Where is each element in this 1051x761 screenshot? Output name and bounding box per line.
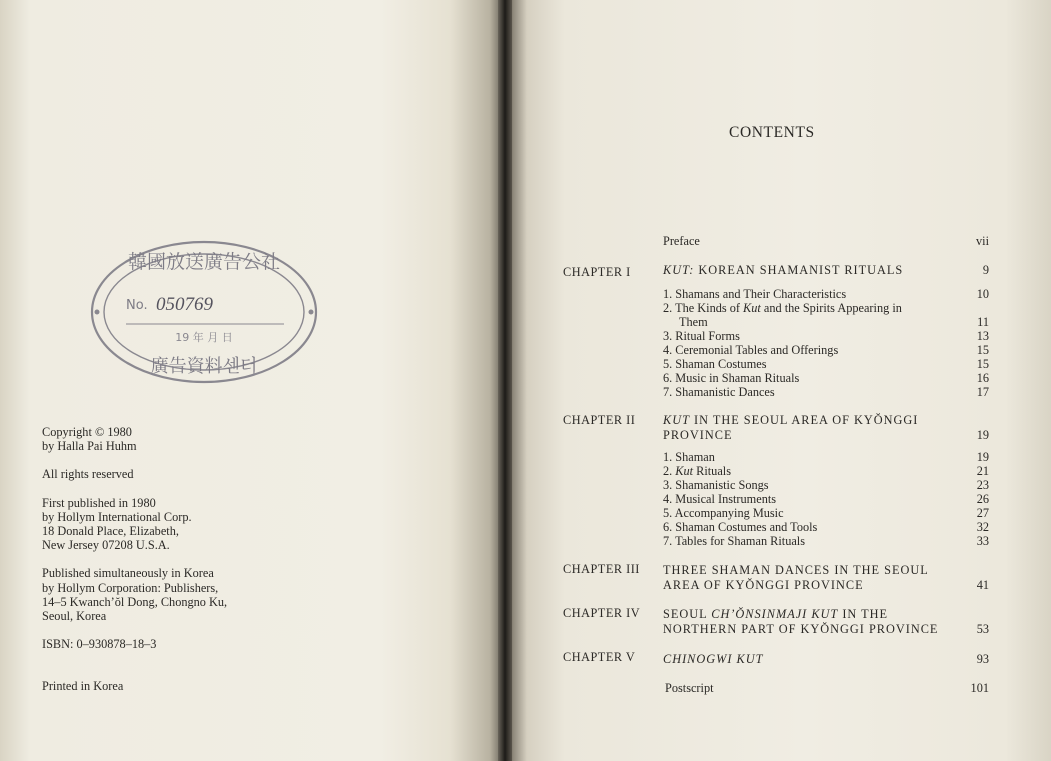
first-published: First published in 1980 by Hollym International Corp. 18 Donald Place, Elizabeth, New Jersey 07208 U.S.A. bbox=[42, 495, 192, 553]
rights-notice: All rights reserved bbox=[42, 467, 134, 482]
stamp-number-value: 050769 bbox=[156, 294, 213, 315]
chapter-4-label: CHAPTER IV bbox=[563, 606, 641, 620]
ch1-item-4: 4. Ceremonial Tables and Offerings bbox=[663, 343, 839, 357]
stamp-date-text: 19 年 月 日 bbox=[175, 331, 233, 344]
ch2-item-1-page: 19 bbox=[976, 450, 989, 464]
chapter-4-title: SEOUL CH’ŎNSINMAJI KUT IN THE bbox=[663, 607, 889, 621]
stamp-text-top: 韓國放送廣告公社 bbox=[127, 251, 281, 273]
ch2-item-3: 3. Shamanistic Songs bbox=[663, 478, 769, 492]
ch2-item-2-page: 21 bbox=[976, 464, 989, 478]
chapter-4-title-line2: NORTHERN PART OF KYŎNGGI PROVINCE bbox=[663, 622, 939, 636]
chapter-5-page: 93 bbox=[976, 652, 989, 666]
left-page bbox=[0, 0, 505, 761]
chapter-5-label: CHAPTER V bbox=[563, 650, 636, 664]
ch1-item-4-page: 15 bbox=[976, 343, 989, 357]
contents-heading: CONTENTS bbox=[729, 124, 815, 141]
chapter-2-title: KUT IN THE SEOUL AREA OF KYŎNGGI bbox=[663, 413, 919, 427]
chapter-3-label: CHAPTER III bbox=[563, 562, 640, 576]
isbn: ISBN: 0–930878–18–3 bbox=[42, 637, 157, 652]
preface-title: Preface bbox=[663, 234, 700, 248]
chapter-3-title-line2: AREA OF KYŎNGGI PROVINCE bbox=[663, 578, 864, 592]
ch2-item-3-page: 23 bbox=[976, 478, 989, 492]
chapter-2-page: 19 bbox=[976, 428, 989, 442]
chapter-2-label: CHAPTER II bbox=[563, 413, 636, 427]
chapter-4-page: 53 bbox=[976, 622, 989, 636]
copyright-notice: Copyright © 1980 by Halla Pai Huhm bbox=[42, 425, 137, 454]
chapter-1-title: KUT: KOREAN SHAMANIST RITUALS bbox=[663, 263, 904, 277]
ch1-item-2-cont: Them bbox=[679, 315, 708, 329]
ch1-item-5-page: 15 bbox=[976, 357, 989, 371]
stamp-number-label: No. bbox=[126, 298, 148, 313]
ch1-item-5: 5. Shaman Costumes bbox=[663, 357, 767, 371]
ch2-item-1: 1. Shaman bbox=[663, 450, 715, 464]
ch2-item-4-page: 26 bbox=[976, 492, 989, 506]
ch2-item-6-page: 32 bbox=[976, 520, 989, 534]
book-gutter bbox=[498, 0, 512, 761]
stamp-dot-left bbox=[95, 310, 100, 315]
ch2-item-5: 5. Accompanying Music bbox=[663, 506, 784, 520]
ch1-item-1-page: 10 bbox=[976, 287, 989, 301]
postscript-title: Postscript bbox=[665, 681, 714, 695]
chapter-2-title-line2: PROVINCE bbox=[663, 428, 733, 442]
ch1-item-3: 3. Ritual Forms bbox=[663, 329, 740, 343]
ch1-item-2: 2. The Kinds of Kut and the Spirits Appearing in bbox=[663, 301, 902, 315]
stamp-dot-right bbox=[309, 310, 314, 315]
printed-in: Printed in Korea bbox=[42, 679, 124, 694]
ch1-item-6-page: 16 bbox=[976, 371, 989, 385]
chapter-5-title: CHINOGWI KUT bbox=[663, 652, 764, 666]
chapter-1-page: 9 bbox=[982, 263, 989, 277]
preface-page: vii bbox=[976, 234, 989, 248]
ch1-item-6: 6. Music in Shaman Rituals bbox=[663, 371, 800, 385]
postscript-page: 101 bbox=[970, 681, 989, 695]
ch2-item-6: 6. Shaman Costumes and Tools bbox=[663, 520, 818, 534]
chapter-1-label: CHAPTER I bbox=[563, 265, 631, 279]
stamp-text-bottom: 廣告資料센터 bbox=[150, 356, 258, 377]
ch2-item-4: 4. Musical Instruments bbox=[663, 492, 777, 506]
ch2-item-7: 7. Tables for Shaman Rituals bbox=[663, 534, 806, 548]
ch1-item-1: 1. Shamans and Their Characteristics bbox=[663, 287, 847, 301]
library-stamp bbox=[88, 236, 320, 388]
imprint-block bbox=[42, 425, 227, 708]
chapter-3-title: THREE SHAMAN DANCES IN THE SEOUL bbox=[663, 563, 929, 577]
ch1-item-3-page: 13 bbox=[976, 329, 989, 343]
ch2-item-5-page: 27 bbox=[976, 506, 989, 520]
ch1-item-7: 7. Shamanistic Dances bbox=[663, 385, 775, 399]
ch2-item-2: 2. Kut Rituals bbox=[663, 464, 731, 478]
ch1-item-2-page: 11 bbox=[977, 315, 989, 329]
simultaneous-publication: Published simultaneously in Korea by Hollym Corporation: Publishers, 14–5 Kwanch’ŏl Dong, Chongno Ku, Seoul, Korea bbox=[42, 566, 228, 624]
ch1-item-7-page: 17 bbox=[976, 385, 989, 399]
ch2-item-7-page: 33 bbox=[976, 534, 989, 548]
chapter-3-page: 41 bbox=[976, 578, 989, 592]
